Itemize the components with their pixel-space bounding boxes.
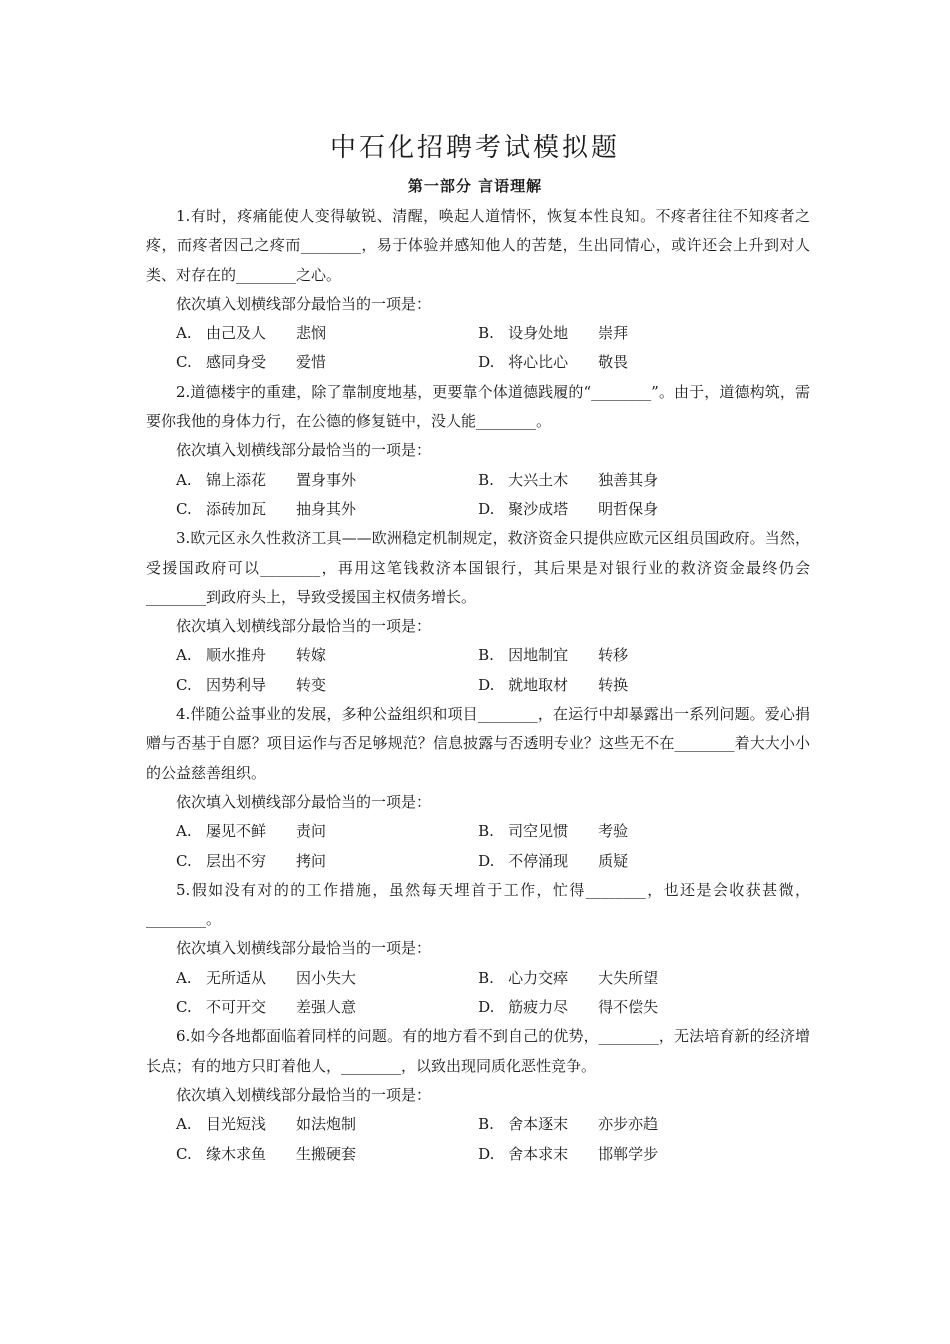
question-text: 4.伴随公益事业的发展，多种公益组织和项目________，在运行中却暴露出一系列问题。爱心捐赠与否基于自愿？项目运作与否足够规范？信息披露与否透明专业？这些无不在________着大大小小的公益慈善组织。	[146, 705, 810, 782]
question-block	[146, 378, 810, 524]
question-text: 5.假如没有对的的工作措施，虽然每天埋首于工作，忙得________，也还是会收获甚微，________。	[146, 880, 810, 929]
option-word-2: 大失所望	[598, 968, 659, 987]
question-prompt: 依次填入划横线部分最恰当的一项是：	[176, 1085, 432, 1104]
options-grid	[146, 319, 810, 378]
option-letter: B.	[478, 968, 494, 987]
options-grid	[146, 817, 810, 876]
document-title: 中石化招聘考试模拟题	[329, 133, 620, 163]
answer-option	[146, 466, 478, 495]
option-letter: C.	[176, 998, 192, 1017]
option-letter: D.	[478, 353, 495, 372]
option-word-2: 因小失大	[296, 968, 357, 987]
option-letter: B.	[478, 470, 494, 489]
option-letter: C.	[176, 1144, 192, 1163]
answer-option	[478, 993, 810, 1022]
option-letter: A.	[176, 968, 192, 987]
answer-option	[478, 466, 810, 495]
answer-option	[146, 817, 478, 846]
question-block	[146, 876, 810, 1022]
options-row	[146, 847, 810, 876]
options-row	[146, 993, 810, 1022]
option-word-1: 不停涌现	[508, 851, 569, 870]
answer-option	[478, 495, 810, 524]
option-letter: C.	[176, 851, 192, 870]
options-row	[146, 348, 810, 377]
option-word-2: 爱惜	[296, 353, 327, 372]
question-text: 3.欧元区永久性救济工具——欧洲稳定机制规定，救济资金只提供应欧元区组员国政府。当然，受援国政府可以________，再用这笔钱救济本国银行，其后果是对银行业的救济资金最终仍会________到政府头上，导致受援国主权债务增长。	[146, 529, 810, 606]
answer-option	[146, 319, 478, 348]
option-word-1: 添砖加瓦	[206, 499, 267, 518]
answer-option	[146, 641, 478, 670]
option-letter: B.	[478, 324, 494, 343]
question-prompt: 依次填入划横线部分最恰当的一项是：	[176, 441, 432, 460]
option-word-1: 顺水推舟	[206, 646, 267, 665]
option-word-1: 屡见不鲜	[206, 822, 267, 841]
option-letter: C.	[176, 499, 192, 518]
answer-option	[146, 671, 478, 700]
question-prompt: 依次填入划横线部分最恰当的一项是：	[176, 294, 432, 313]
question-block	[146, 700, 810, 876]
option-word-2: 转移	[598, 646, 629, 665]
option-word-2: 敬畏	[598, 353, 629, 372]
answer-option	[146, 964, 478, 993]
option-word-1: 设身处地	[508, 324, 569, 343]
option-letter: A.	[176, 324, 192, 343]
option-letter: D.	[478, 998, 495, 1017]
option-letter: A.	[176, 646, 192, 665]
options-row	[146, 964, 810, 993]
option-word-1: 由己及人	[206, 324, 267, 343]
option-word-1: 就地取材	[508, 675, 569, 694]
option-word-1: 层出不穷	[206, 851, 267, 870]
option-letter: A.	[176, 822, 192, 841]
options-row	[146, 671, 810, 700]
option-word-1: 因势利导	[206, 675, 267, 694]
option-word-2: 责问	[296, 822, 327, 841]
option-word-2: 生搬硬套	[296, 1144, 357, 1163]
option-word-2: 邯郸学步	[598, 1144, 659, 1163]
option-letter: B.	[478, 822, 494, 841]
answer-option	[478, 817, 810, 846]
options-row	[146, 1140, 810, 1169]
option-word-1: 司空见惯	[508, 822, 569, 841]
option-word-1: 不可开交	[206, 998, 267, 1017]
options-row	[146, 319, 810, 348]
option-word-2: 亦步亦趋	[598, 1115, 659, 1134]
option-letter: C.	[176, 675, 192, 694]
options-grid	[146, 1110, 810, 1169]
option-word-1: 聚沙成塔	[508, 499, 569, 518]
answer-option	[478, 1110, 810, 1139]
question-text: 6.如今各地都面临着同样的问题。有的地方看不到自己的优势，________，无法培育新的经济增长点；有的地方只盯着他人，________，以致出现同质化恶性竞争。	[146, 1027, 810, 1075]
options-row	[146, 1110, 810, 1139]
option-word-1: 心力交瘁	[508, 968, 569, 987]
options-grid	[146, 964, 810, 1023]
option-word-1: 因地制宜	[508, 646, 569, 665]
option-word-1: 筋疲力尽	[508, 998, 569, 1017]
answer-option	[478, 641, 810, 670]
option-word-2: 差强人意	[296, 998, 357, 1017]
answer-option	[478, 964, 810, 993]
option-word-1: 大兴土木	[508, 470, 569, 489]
option-letter: A.	[176, 470, 192, 489]
option-word-2: 悲悯	[296, 324, 327, 343]
question-block	[146, 202, 810, 378]
answer-option	[146, 993, 478, 1022]
option-word-2: 独善其身	[598, 470, 659, 489]
question-text: 1.有时，疼痛能使人变得敏锐、清醒，唤起人道情怀，恢复本性良知。不疼者往往不知疼者之疼，而疼者因己之疼而________，易于体验并感知他人的苦楚，生出同情心，或许还会上升到对人类、对存在的________之心。	[146, 207, 810, 284]
options-grid	[146, 466, 810, 525]
option-letter: B.	[478, 646, 494, 665]
option-word-2: 得不偿失	[598, 998, 659, 1017]
answer-option	[478, 319, 810, 348]
option-word-2: 抽身其外	[296, 499, 357, 518]
option-word-1: 舍本求末	[508, 1144, 569, 1163]
option-letter: D.	[478, 1144, 495, 1163]
answer-option	[478, 1140, 810, 1169]
option-word-1: 感同身受	[206, 353, 267, 372]
options-grid	[146, 641, 810, 700]
question-text: 2.道德楼宇的重建，除了靠制度地基，更要靠个体道德践履的“________”。由于，道德构筑，需要你我他的身体力行，在公德的修复链中，没人能________。	[146, 382, 810, 431]
question-prompt: 依次填入划横线部分最恰当的一项是：	[176, 939, 432, 958]
answer-option	[478, 671, 810, 700]
option-word-2: 如法炮制	[296, 1115, 357, 1134]
option-word-2: 崇拜	[598, 324, 629, 343]
option-letter: D.	[478, 851, 495, 870]
question-block	[146, 1022, 810, 1168]
question-prompt: 依次填入划横线部分最恰当的一项是：	[176, 617, 432, 636]
question-block	[146, 524, 810, 700]
question-prompt: 依次填入划横线部分最恰当的一项是：	[176, 792, 432, 811]
option-word-2: 质疑	[598, 851, 629, 870]
answer-option	[146, 1140, 478, 1169]
option-word-2: 转换	[598, 675, 629, 694]
option-word-2: 转变	[296, 675, 327, 694]
option-word-1: 无所适从	[206, 968, 267, 987]
options-row	[146, 495, 810, 524]
option-letter: C.	[176, 353, 192, 372]
section-heading: 第一部分 言语理解	[407, 177, 543, 195]
option-word-1: 舍本逐末	[508, 1115, 569, 1134]
answer-option	[146, 495, 478, 524]
option-letter: D.	[478, 675, 495, 694]
answer-option	[146, 1110, 478, 1139]
option-word-1: 目光短浅	[206, 1115, 267, 1134]
option-word-2: 明哲保身	[598, 499, 659, 518]
question-list	[146, 202, 810, 1169]
answer-option	[478, 847, 810, 876]
option-word-2: 置身事外	[296, 470, 357, 489]
option-letter: D.	[478, 499, 495, 518]
option-word-2: 转嫁	[296, 646, 327, 665]
option-letter: A.	[176, 1115, 192, 1134]
options-row	[146, 641, 810, 670]
option-letter: B.	[478, 1115, 494, 1134]
option-word-2: 考验	[598, 822, 629, 841]
answer-option	[146, 348, 478, 377]
answer-option	[478, 348, 810, 377]
options-row	[146, 466, 810, 495]
option-word-1: 锦上添花	[206, 470, 267, 489]
option-word-1: 缘木求鱼	[206, 1144, 267, 1163]
options-row	[146, 817, 810, 846]
option-word-1: 将心比心	[508, 353, 569, 372]
option-word-2: 拷问	[296, 851, 327, 870]
answer-option	[146, 847, 478, 876]
